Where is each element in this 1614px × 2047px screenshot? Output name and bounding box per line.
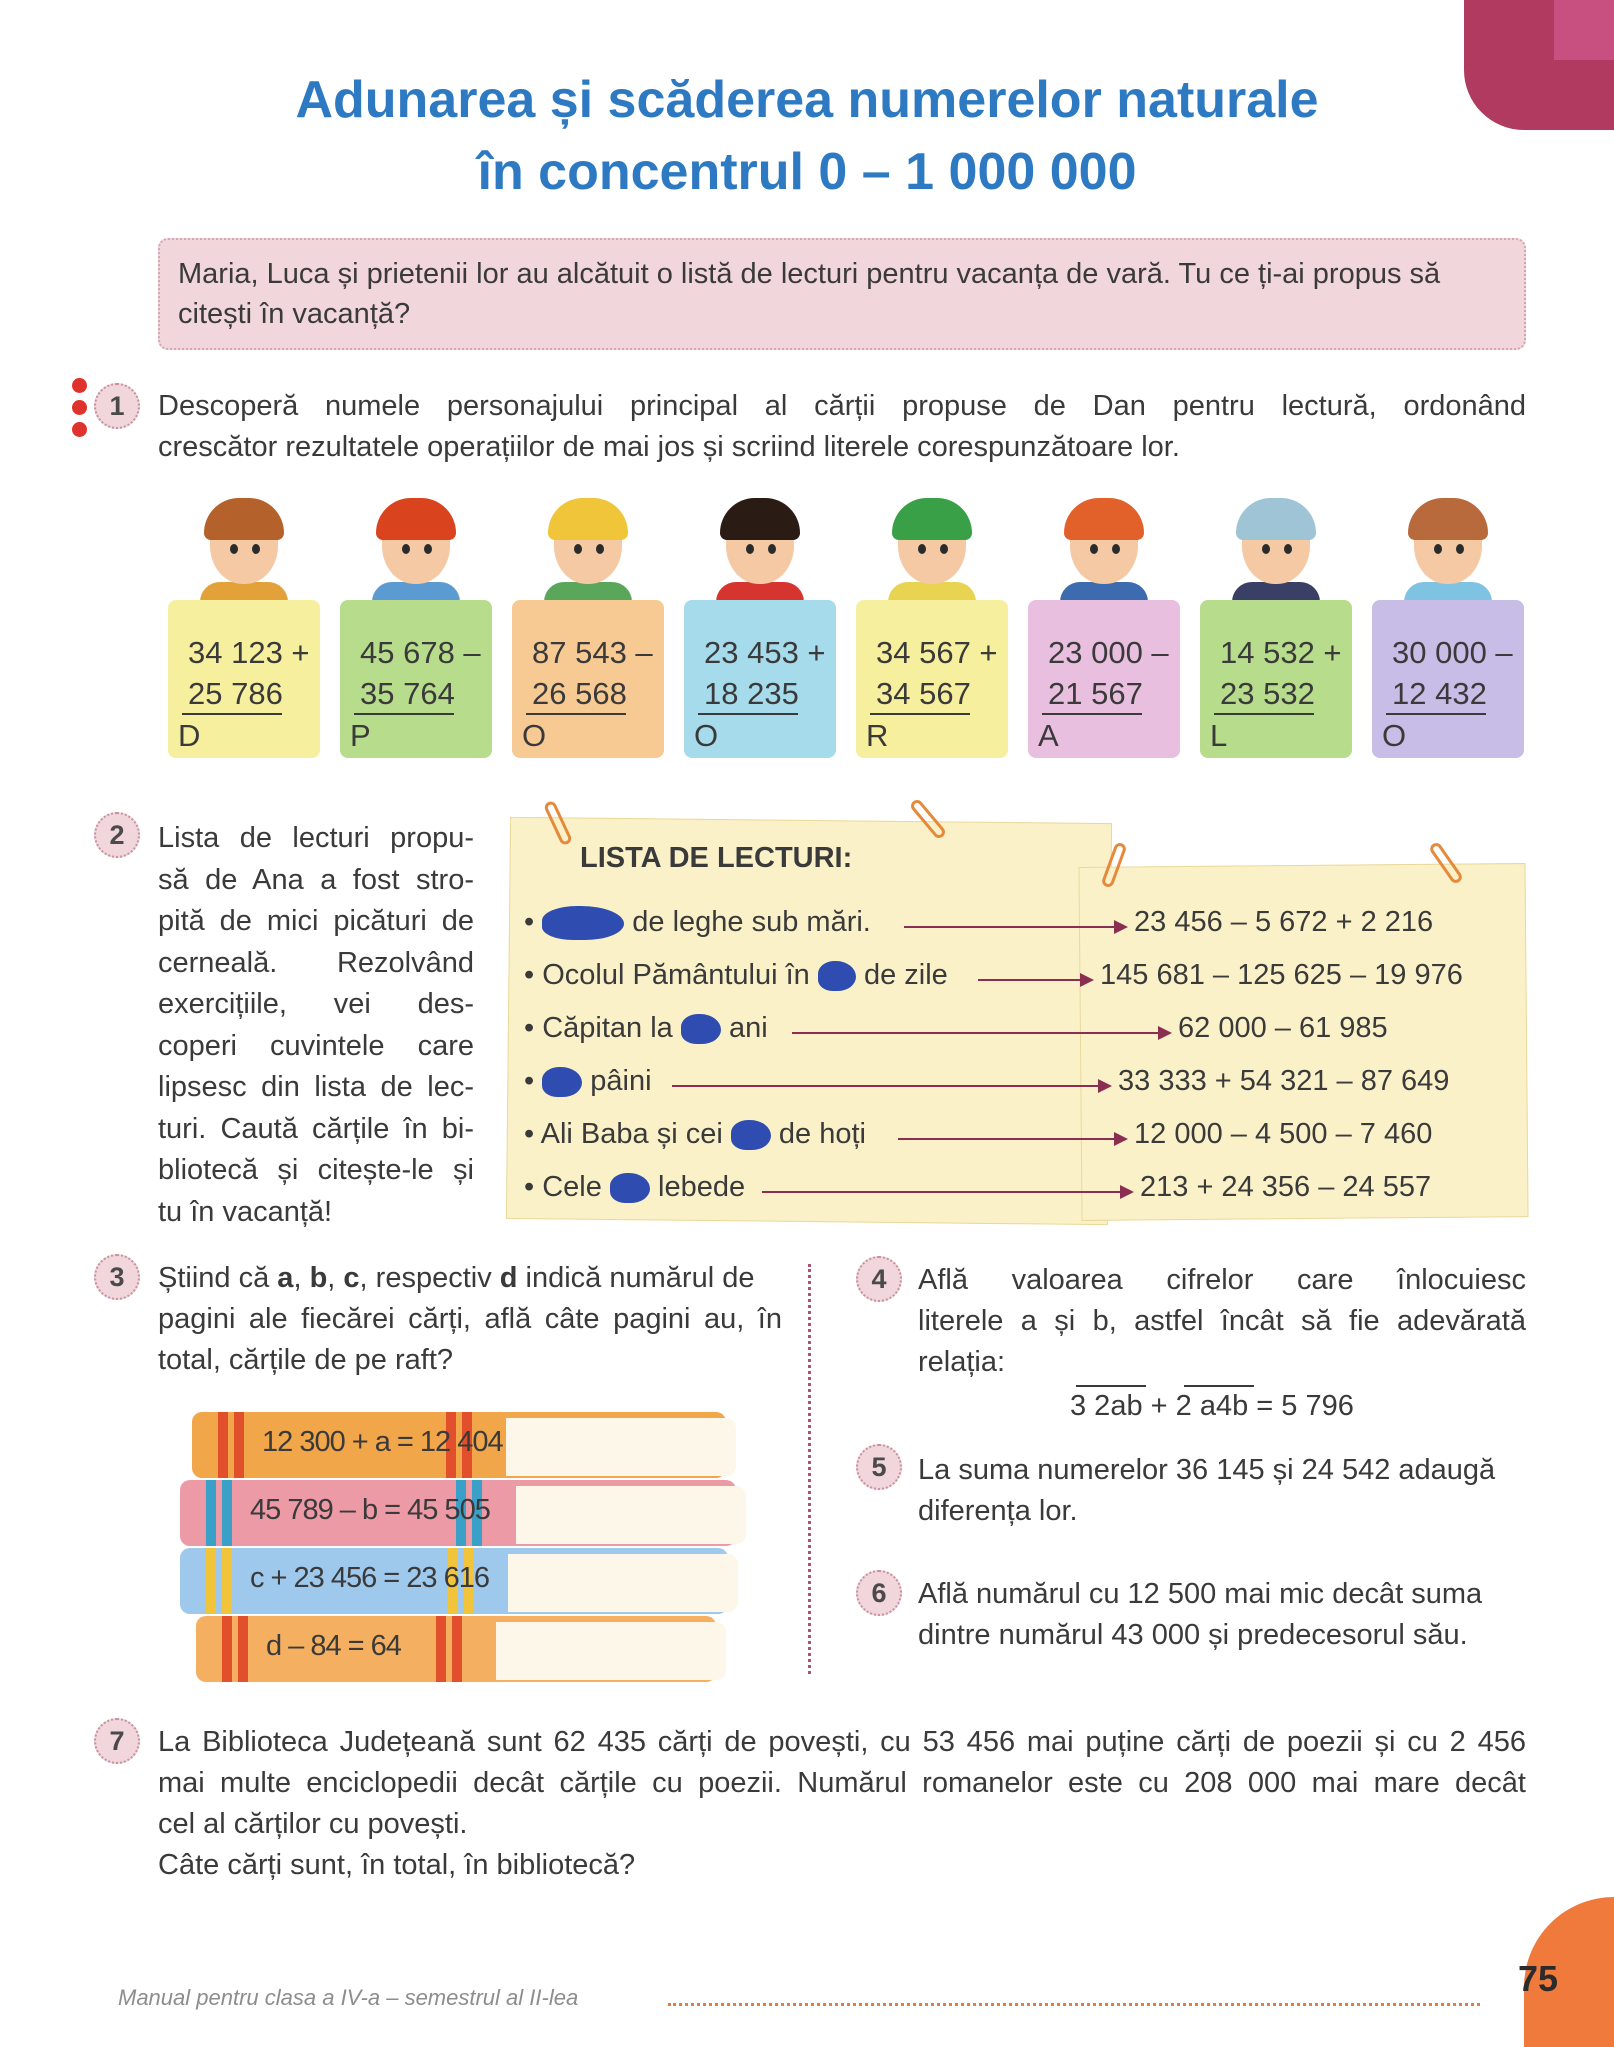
card-letter: R (866, 718, 889, 753)
column-divider (808, 1264, 811, 1674)
exercise-2-text-line: tu în vacanță! (158, 1195, 333, 1228)
card-first-term: 23 453 + (704, 635, 826, 670)
ink-blot-icon (818, 961, 856, 991)
arrow-icon (898, 1138, 1126, 1140)
card-result-line (1386, 713, 1486, 715)
card-letter: D (178, 718, 201, 753)
card-first-term: 30 000 – (1392, 635, 1513, 670)
overline-mark (1076, 1385, 1146, 1387)
book-equation: d – 84 = 64 (266, 1630, 401, 1662)
card-result-line (526, 713, 626, 715)
arrow-icon (792, 1032, 1170, 1034)
card-first-term: 34 123 + (188, 635, 310, 670)
reading-list-item (524, 1012, 768, 1045)
arrow-icon (978, 979, 1092, 981)
book-title-end: pâini (590, 1065, 652, 1097)
exercise-4-relation: 3 2ab + 2 a4b = 5 796 (1070, 1390, 1354, 1422)
child-figure (1228, 498, 1324, 606)
card-letter: L (1210, 718, 1228, 753)
exercise-2-text-line: exercițiile, vei des- (158, 988, 474, 1020)
card-second-term: 18 235 (704, 676, 799, 711)
exercise-1-text-line-1: Descoperă numele personajului principal al cărții propuse de Dan pentru lectură, ordonând (158, 390, 1526, 422)
exercise-2-text-line: coperi cuvintele care (158, 1029, 474, 1062)
exercise-1-text-line-2: crescător rezultatele operațiilor de mai jos și scriind literele corespunzătoare lor. (158, 431, 1180, 463)
arrow-icon (762, 1191, 1132, 1193)
book-equation: c + 23 456 = 23 616 (250, 1562, 489, 1594)
ink-blot-icon (731, 1120, 771, 1150)
bullet-icon: • (524, 1012, 535, 1044)
exercise-2-text-line: lipsesc din lista de lec- (158, 1071, 474, 1103)
exercise-4-number: 4 (856, 1256, 902, 1302)
card-second-term: 34 567 (876, 676, 971, 711)
reading-list-item (524, 1065, 652, 1098)
exercise-7-text-line-2: mai multe enciclopedii decât cărțile cu poezii. Numărul romanelor este cu 208 000 mai mare decât (158, 1767, 1526, 1799)
book-spine (192, 1412, 726, 1478)
arrow-icon (672, 1085, 1110, 1087)
overline-mark (1184, 1385, 1254, 1387)
reading-list-title: LISTA DE LECTURI: (580, 842, 853, 874)
book-title-end: de hoți (778, 1118, 866, 1150)
book-spine (180, 1480, 736, 1546)
exercise-6-text-line-2: dintre numărul 43 000 și predecesorul său. (918, 1619, 1468, 1651)
ink-blot-icon (542, 1067, 582, 1097)
list-expression: 12 000 – 4 500 – 7 460 (1134, 1118, 1433, 1150)
exercise-2-text-line: turi. Caută cărțile în bi- (158, 1112, 474, 1145)
book-equation: 45 789 – b = 45 505 (250, 1494, 490, 1526)
card-second-term: 21 567 (1048, 676, 1143, 711)
ink-blot-icon (610, 1173, 650, 1203)
child-figure (1056, 498, 1152, 606)
book-spine (180, 1548, 728, 1614)
operation-card (512, 600, 664, 758)
exercise-2-text-line: să de Ana a fost stro- (158, 863, 474, 896)
operation-card (1372, 600, 1524, 758)
bullet-icon: • (524, 1118, 535, 1150)
list-expression: 33 333 + 54 321 – 87 649 (1118, 1065, 1450, 1097)
card-second-term: 35 764 (360, 676, 455, 711)
book-title-end: lebede (658, 1171, 746, 1203)
page-number: 75 (1518, 1958, 1559, 1999)
card-letter: O (694, 718, 719, 753)
operation-card (340, 600, 492, 758)
book-equation: 12 300 + a = 12 404 (262, 1426, 503, 1458)
operation-card (168, 600, 320, 758)
exercise-4-text-line-3: relația: (918, 1346, 1006, 1378)
exercise-7-text-line-1: La Biblioteca Județeană sunt 62 435 cărți de povești, cu 53 456 mai puține cărți de poezii și cu 2 456 (158, 1726, 1526, 1758)
card-letter: A (1038, 718, 1059, 753)
exercise-3-text-line-1: Știind că a, b, c, respectiv d indică numărul de (158, 1262, 755, 1294)
list-expression: 62 000 – 61 985 (1178, 1012, 1388, 1044)
ink-blot-icon (542, 906, 624, 940)
list-expression: 213 + 24 356 – 24 557 (1140, 1171, 1432, 1203)
card-result-line (870, 713, 970, 715)
exercise-2-text-line: bliotecă și citește-le și (158, 1154, 474, 1186)
card-second-term: 23 532 (1220, 676, 1315, 711)
exercise-3-text-line-3: total, cărțile de pe raft? (158, 1344, 453, 1376)
book-title-start: Cele (542, 1171, 602, 1203)
intro-box: Maria, Luca și prietenii lor au alcătuit o listă de lecturi pentru vacanța de vară. Tu ce ți-ai propus să citești în vacanță? (158, 238, 1526, 350)
card-first-term: 45 678 – (360, 635, 481, 670)
card-first-term: 14 532 + (1220, 635, 1342, 670)
bullet-icon: • (524, 1065, 535, 1097)
card-result-line (354, 713, 454, 715)
exercise-4-text-line-2: literele a și b, astfel încât să fie adevărată (918, 1305, 1526, 1337)
operation-card (1028, 600, 1180, 758)
exercise-2-text-line: Lista de lecturi propu- (158, 822, 474, 854)
card-result-line (1214, 713, 1314, 715)
card-letter: O (1382, 718, 1407, 753)
exercise-3-number: 3 (94, 1254, 140, 1300)
book-title-end: de leghe sub mări. (632, 906, 871, 938)
reading-list-item (524, 1171, 745, 1204)
card-letter: P (350, 718, 371, 753)
child-figure (540, 498, 636, 606)
book-title-end: de zile (863, 959, 948, 991)
exercise-7-number: 7 (94, 1718, 140, 1764)
exercise-7-text-line-4: Câte cărți sunt, în total, în bibliotecă? (158, 1849, 636, 1881)
footer-text: Manual pentru clasa a IV-a – semestrul al II-lea (118, 1985, 579, 2010)
bullet-icon: • (524, 959, 535, 991)
exercise-2-number: 2 (94, 812, 140, 858)
operation-card (1200, 600, 1352, 758)
exercise-7-text-line-3: cel al cărților cu povești. (158, 1808, 468, 1840)
child-figure (368, 498, 464, 606)
exercise-2-text-line: pită de mici picături de (158, 905, 474, 937)
card-second-term: 25 786 (188, 676, 283, 711)
card-letter: O (522, 718, 547, 753)
bullet-icon: • (524, 1171, 535, 1203)
page-title-line-1: Adunarea și scăderea numerelor naturale (295, 71, 1319, 129)
exercise-5-text-line-2: diferența lor. (918, 1495, 1078, 1527)
book-title-start: Ocolul Pământului în (542, 959, 810, 991)
exercise-6-text-line-1: Află numărul cu 12 500 mai mic decât suma (918, 1578, 1483, 1610)
corner-decoration-top-inner (1554, 0, 1614, 60)
card-second-term: 26 568 (532, 676, 627, 711)
page-title-line-2: în concentrul 0 – 1 000 000 (477, 143, 1137, 201)
book-spine (196, 1616, 716, 1682)
list-expression: 23 456 – 5 672 + 2 216 (1134, 906, 1434, 938)
exercise-3-text-line-2: pagini ale fiecărei cărți, află câte pagini au, în (158, 1303, 782, 1335)
book-title-start: Căpitan la (542, 1012, 673, 1044)
book-title-start: Ali Baba și cei (540, 1118, 723, 1150)
exercise-1-number: 1 (94, 383, 140, 429)
exercise-5-text-line-1: La suma numerelor 36 145 și 24 542 adaugă (918, 1454, 1496, 1486)
reading-list-item (524, 959, 948, 992)
card-result-line (1042, 713, 1142, 715)
card-first-term: 34 567 + (876, 635, 998, 670)
card-second-term: 12 432 (1392, 676, 1487, 711)
card-first-term: 23 000 – (1048, 635, 1169, 670)
bullet-icon: • (524, 906, 535, 938)
card-result-line (182, 713, 282, 715)
exercise-4-text-line-1: Află valoarea cifrelor care înlocuiesc (918, 1264, 1526, 1296)
child-figure (712, 498, 808, 606)
operation-card (856, 600, 1008, 758)
operation-card (684, 600, 836, 758)
child-figure (884, 498, 980, 606)
child-figure (196, 498, 292, 606)
exercise-5-number: 5 (856, 1444, 902, 1490)
reading-list-item (524, 906, 871, 940)
footer-divider (668, 2003, 1480, 2006)
exercise-2-text-line: cerneală. Rezolvând (158, 946, 474, 979)
arrow-icon (904, 926, 1126, 928)
exercise-6-number: 6 (856, 1570, 902, 1616)
list-expression: 145 681 – 125 625 – 19 976 (1100, 959, 1463, 991)
book-title-end: ani (728, 1012, 768, 1044)
card-result-line (698, 713, 798, 715)
ink-blot-icon (681, 1014, 721, 1044)
card-first-term: 87 543 – (532, 635, 653, 670)
reading-list-item (524, 1118, 866, 1151)
child-figure (1400, 498, 1496, 606)
